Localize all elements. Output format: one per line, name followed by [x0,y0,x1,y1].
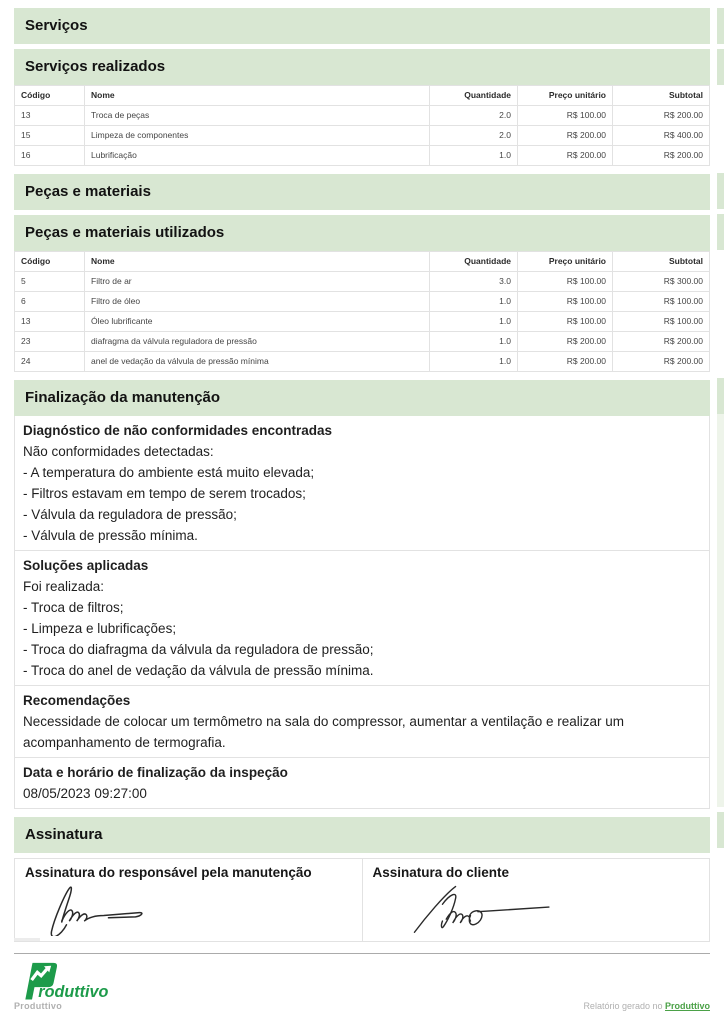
table-row [15,332,710,352]
column-header-unit-price: Preço unitário [518,252,613,272]
column-header-quantity: Quantidade [430,86,518,106]
cell-subtotal: R$ 100.00 [613,292,710,312]
finalization-blocks [14,416,710,809]
block-line: - Filtros estavam em tempo de serem trocados; [23,486,306,501]
cell-quantity: 2.0 [430,126,518,146]
block-line: - A temperatura do ambiente está muito elevada; [23,465,315,480]
cell-quantity: 1.0 [430,292,518,312]
cell-quantity: 2.0 [430,106,518,126]
cell-code: 24 [15,352,85,372]
table-row [15,292,710,312]
cell-unit-price: R$ 200.00 [518,126,613,146]
block-title: Soluções aplicadas [23,558,149,573]
footer-app-name: Produttivo [14,1001,62,1011]
services-table-header-row [15,86,710,106]
parts-table [14,251,710,372]
cell-subtotal: R$ 200.00 [613,146,710,166]
cell-name: diafragma da válvula reguladora de pressão [85,332,430,352]
block-line: - Troca do diafragma da válvula da reguladora de pressão; [23,642,374,657]
section-header-services: Serviços [14,8,710,44]
signature-responsible-image [25,880,205,936]
table-row [15,106,710,126]
column-header-unit-price: Preço unitário [518,86,613,106]
section-header-finalization: Finalização da manutenção [14,380,710,416]
cell-unit-price: R$ 100.00 [518,272,613,292]
cell-unit-price: R$ 100.00 [518,312,613,332]
cell-name: Filtro de óleo [85,292,430,312]
table-row [15,146,710,166]
signature-cell-client [363,859,710,941]
cell-unit-price: R$ 200.00 [518,332,613,352]
column-header-code: Código [15,252,85,272]
block-line: - Válvula da reguladora de pressão; [23,507,237,522]
section-header-parts: Peças e materiais [14,174,710,210]
cell-code: 23 [15,332,85,352]
solutions-block [15,551,709,686]
section-header-signature: Assinatura [14,817,710,853]
cell-unit-price: R$ 100.00 [518,292,613,312]
cell-name: Óleo lubrificante [85,312,430,332]
block-title: Recomendações [23,693,131,708]
cell-name: Filtro de ar [85,272,430,292]
cell-code: 6 [15,292,85,312]
block-line: - Válvula de pressão mínima. [23,528,198,543]
block-line: 08/05/2023 09:27:00 [23,786,147,801]
cell-subtotal: R$ 200.00 [613,332,710,352]
block-line: - Troca do anel de vedação da válvula de pressão mínima. [23,663,374,678]
cell-quantity: 1.0 [430,146,518,166]
cell-quantity: 1.0 [430,352,518,372]
cell-unit-price: R$ 200.00 [518,146,613,166]
block-line: Foi realizada: [23,579,105,594]
column-header-subtotal: Subtotal [613,252,710,272]
table-title-services: Serviços realizados [14,49,710,85]
footer-generated-note [583,1001,710,1011]
produttivo-logo-text: roduttivo [38,983,109,1001]
column-header-name: Nome [85,252,430,272]
table-row [15,352,710,372]
cell-unit-price: R$ 100.00 [518,106,613,126]
column-header-subtotal: Subtotal [613,86,710,106]
table-row [15,126,710,146]
signature-area [14,858,710,942]
cell-subtotal: R$ 200.00 [613,106,710,126]
cell-quantity: 1.0 [430,332,518,352]
cell-subtotal: R$ 400.00 [613,126,710,146]
produttivo-logo [14,961,710,999]
column-header-name: Nome [85,86,430,106]
cell-name: Lubrificação [85,146,430,166]
services-table [14,85,710,166]
cell-quantity: 3.0 [430,272,518,292]
cell-unit-price: R$ 200.00 [518,352,613,372]
cell-code: 16 [15,146,85,166]
table-title-parts: Peças e materiais utilizados [14,215,710,251]
block-title: Diagnóstico de não conformidades encontradas [23,423,333,438]
table-row [15,312,710,332]
cell-name: Troca de peças [85,106,430,126]
report-footer [14,953,710,1011]
footer-divider [14,953,710,954]
cell-code: 13 [15,312,85,332]
inspection-datetime-block [15,758,709,809]
cell-name: anel de vedação da válvula de pressão mínima [85,352,430,372]
parts-table-header-row [15,252,710,272]
diagnostic-block [15,416,709,551]
cell-subtotal: R$ 300.00 [613,272,710,292]
produttivo-logo-icon [14,961,154,1001]
block-line: Necessidade de colocar um termômetro na sala do compressor, aumentar a ventilação e realizar um acompanhamento de termografia. [23,714,625,750]
cell-code: 15 [15,126,85,146]
signature-title-client: Assinatura do cliente [372,865,510,880]
cell-code: 13 [15,106,85,126]
cell-code: 5 [15,272,85,292]
signature-title-responsible: Assinatura do responsável pela manutenção [25,865,312,880]
block-line: - Limpeza e lubrificações; [23,621,177,636]
block-title: Data e horário de finalização da inspeção [23,765,288,780]
column-header-code: Código [15,86,85,106]
cell-quantity: 1.0 [430,312,518,332]
page-break-artifact [14,938,40,941]
block-line: Não conformidades detectadas: [23,444,214,459]
cell-subtotal: R$ 100.00 [613,312,710,332]
recommendations-block [15,686,709,758]
produttivo-link[interactable]: Produttivo [665,1001,710,1011]
column-header-quantity: Quantidade [430,252,518,272]
cell-subtotal: R$ 200.00 [613,352,710,372]
signature-client-image [401,880,581,936]
signature-cell-responsible [15,859,363,941]
block-line: - Troca de filtros; [23,600,124,615]
cell-name: Limpeza de componentes [85,126,430,146]
footer-generated-prefix: Relatório gerado no [583,1001,665,1011]
table-row [15,272,710,292]
